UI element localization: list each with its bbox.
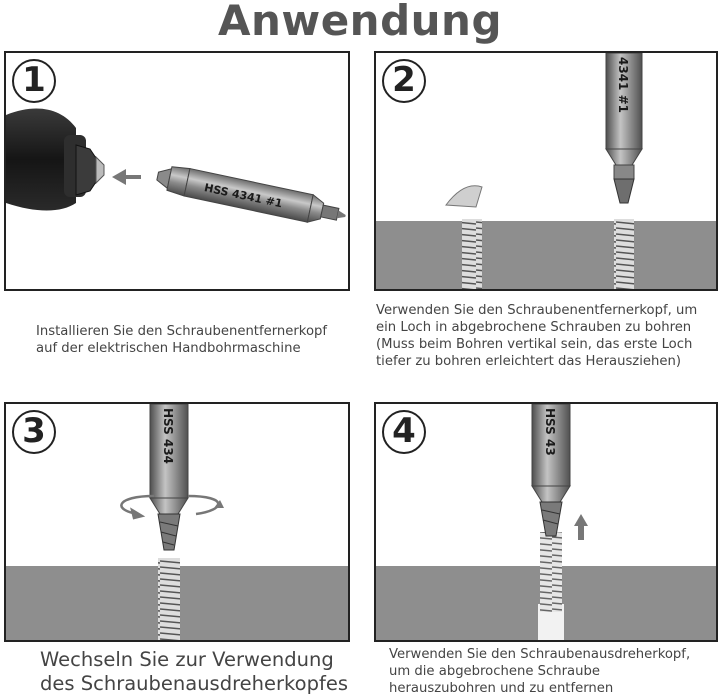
step-number: 4 — [382, 410, 426, 454]
step-number: 1 — [12, 59, 56, 103]
bit-label: 4341 #1 — [616, 57, 630, 113]
extractor-bit — [155, 162, 349, 229]
broken-screw — [158, 558, 180, 642]
step-3-panel — [4, 402, 350, 642]
bit-label: HSS 434 — [161, 408, 175, 465]
extracted-screw — [540, 532, 562, 612]
step-1-caption: Installieren Sie den Schraubenentfernerkopf auf der elektrischen Handbohrmaschine — [36, 324, 328, 356]
step-3-caption: Wechseln Sie zur Verwendung des Schraubenausdreherkopfes — [40, 648, 348, 695]
step-number: 3 — [12, 410, 56, 454]
step-4-caption: Verwenden Sie den Schraubenausdreherkopf, um die abgebrochene Schraube herauszubohren und zu entfernen — [389, 647, 691, 696]
switch-extractor-illustration — [6, 404, 350, 642]
step-2-panel — [374, 51, 718, 291]
page-title: Anwendung — [217, 0, 503, 45]
insert-arrow — [112, 169, 141, 185]
drill-hole-illustration — [376, 53, 718, 291]
material-block — [376, 221, 718, 291]
extractor-bit — [606, 53, 642, 203]
extract-screw-illustration — [376, 404, 718, 642]
step-2-caption: Verwenden Sie den Schraubenentfernerkopf, um ein Loch in abgebrochene Schrauben zu bohren (Muss beim Bohren vertikal sein, das erste Loch tiefer zu bohren erleichtert das Herausziehen) — [376, 303, 698, 369]
step-4-panel — [374, 402, 718, 642]
screw-head-broken — [446, 186, 482, 207]
bit-label: HSS 4341 #1 — [202, 181, 284, 211]
up-arrow-icon — [574, 514, 588, 540]
broken-screw-right — [614, 219, 634, 291]
step-number: 2 — [382, 59, 426, 103]
broken-screw-left — [462, 219, 482, 291]
extractor-bit — [150, 404, 188, 550]
step-1-panel — [4, 51, 350, 291]
drill-install-illustration — [6, 53, 350, 291]
bit-label: HSS 43 — [543, 408, 557, 456]
extractor-bit — [532, 404, 570, 536]
